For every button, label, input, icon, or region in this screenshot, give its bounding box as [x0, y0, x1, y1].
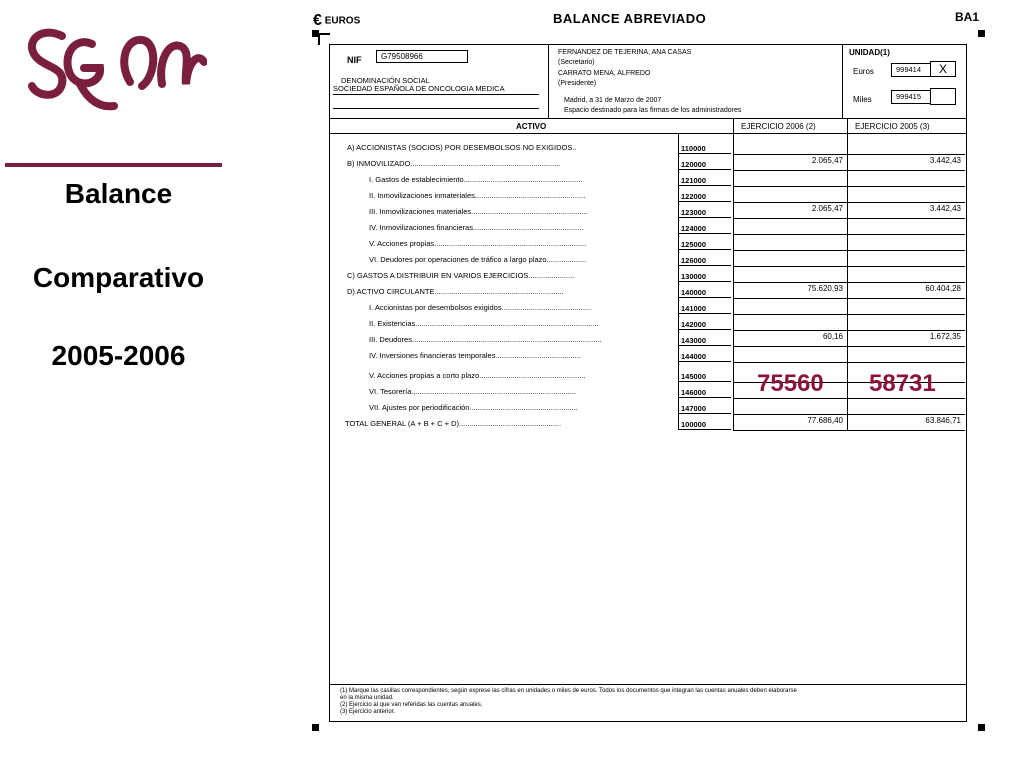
- signer-line: (Presidente): [558, 80, 597, 87]
- table-row: [329, 203, 965, 219]
- row-label: A) ACCIONISTAS (SOCIOS) POR DESEMBOLSOS NO EXIGIDOS..: [347, 143, 577, 152]
- row-label: VII. Ajustes por periodificación....................................................: [369, 403, 578, 412]
- table-row: [329, 251, 965, 267]
- row-code: 143000: [681, 336, 707, 345]
- row-label: V. Acciones propias a corto plazo...................................................: [369, 371, 586, 380]
- row-code: 140000: [681, 288, 707, 297]
- row-value-2005: 3.442,43: [929, 204, 961, 213]
- sidebar-divider: [5, 163, 222, 167]
- row-label: III. Inmovilizaciones materiales........................................................: [369, 207, 588, 216]
- unidad-euros-checkbox[interactable]: X: [930, 61, 956, 77]
- row-label: D) ACTIVO CIRCULANTE..............................................................: [347, 287, 564, 296]
- sidebar-title-comparativo: Comparativo: [32, 262, 205, 293]
- footnote-line: (1) Marque las casillas correspondientes, según exprese las cifras en unidades o miles de euros. Todos los documentos que integran las cuentas anuales deben elaborarse: [340, 688, 797, 694]
- row-label: VI. Tesorería...............................................................................: [369, 387, 576, 396]
- footnote-line: (3) Ejercicio anterior.: [340, 709, 396, 715]
- table-row: [329, 219, 965, 235]
- row-code: 124000: [681, 224, 707, 233]
- header-vline: [548, 44, 549, 118]
- col-ejercicio-2005: EJERCICIO 2005 (3): [855, 122, 930, 131]
- row-value-2006: 77.686,40: [807, 416, 843, 425]
- signer-line: (Secretario): [558, 59, 595, 66]
- row-code: 144000: [681, 352, 707, 361]
- sidebar-years: 2005-2006: [51, 340, 186, 371]
- denominacion-underline: [333, 94, 539, 95]
- row-value-2005: 1.672,35: [929, 332, 961, 341]
- row-value-2005: 3.442,43: [929, 156, 961, 165]
- row-label: II. Inmovilizaciones inmateriales.....................................................: [369, 191, 586, 200]
- row-code: 121000: [681, 176, 707, 185]
- table-row: [329, 283, 965, 299]
- row-code: 141000: [681, 304, 707, 313]
- row-label: III. Deudores...........................................................................................: [369, 335, 602, 344]
- header-divider: [329, 118, 966, 119]
- footnote-line: en la misma unidad.: [340, 695, 394, 701]
- tesoreria-2006-highlight: 75560: [757, 370, 824, 397]
- row-label: C) GASTOS A DISTRIBUIR EN VARIOS EJERCICIOS......................: [347, 271, 575, 280]
- row-value-2006: 60,16: [822, 332, 843, 341]
- row-label: IV. Inversiones financieras temporales.........................................: [369, 351, 581, 360]
- nif-label: NIF: [347, 55, 362, 65]
- table-row: [329, 267, 965, 283]
- row-label: II. Existencias........................................................................................: [369, 319, 599, 328]
- unidad-miles-label: Miles: [853, 95, 872, 104]
- signer-line: CARRATO MENA, ALFREDO: [558, 70, 651, 77]
- signer-line: Madrid, a 31 de Marzo de 2007: [564, 97, 662, 104]
- corner-mark: [312, 724, 319, 731]
- sgon-logo: [22, 22, 207, 122]
- unidad-euros-code: 999414: [891, 63, 931, 77]
- denominacion-value: SOCIEDAD ESPAÑOLA DE ONCOLOGIA MEDICA: [333, 84, 505, 93]
- row-value-2005: 63.846,71: [925, 416, 961, 425]
- row-code: 145000: [681, 372, 707, 381]
- row-code: 100000: [681, 420, 707, 429]
- table-row: [329, 399, 965, 415]
- signer-line: FERNANDEZ DE TEJERINA, ANA CASAS: [558, 49, 692, 56]
- row-label: B) INMOVILIZADO........................................................................: [347, 159, 561, 168]
- footnote-line: (2) Ejercicio al que van referidas las cuentas anuales.: [340, 702, 483, 708]
- col-ejercicio-2006: EJERCICIO 2006 (2): [741, 122, 816, 131]
- header-vline: [842, 44, 843, 118]
- row-label: I. Accionistas por desembolsos exigidos...........................................: [369, 303, 592, 312]
- row-code: 123000: [681, 208, 707, 217]
- table-row: [329, 187, 965, 203]
- denominacion-label: DENOMINACIÓN SOCIAL: [341, 76, 430, 85]
- row-value-2005: 60.404,28: [925, 284, 961, 293]
- table-row: [329, 415, 965, 431]
- row-value-2006: 2.065,47: [811, 156, 843, 165]
- row-divider: [733, 362, 965, 363]
- row-value-2006: 2.065,47: [811, 204, 843, 213]
- row-divider: [733, 430, 965, 431]
- signer-line: Espacio destinado para las firmas de los administradores: [564, 107, 742, 114]
- table-row: [329, 347, 965, 363]
- euro-icon: €: [313, 12, 322, 29]
- footnote-divider: [329, 684, 966, 685]
- sidebar-title-balance: Balance: [64, 178, 173, 209]
- row-code: 120000: [681, 160, 707, 169]
- unidad-miles-checkbox[interactable]: [930, 88, 956, 105]
- tesoreria-2005-highlight: 58731: [869, 370, 936, 397]
- unidad-euros-label: Euros: [853, 67, 874, 76]
- table-row: [329, 139, 965, 155]
- corner-mark: [978, 724, 985, 731]
- table-row: [329, 331, 965, 347]
- footnotes: [340, 688, 797, 716]
- document-code: BA1: [955, 10, 980, 24]
- table-row: [329, 299, 965, 315]
- row-code: 122000: [681, 192, 707, 201]
- corner-mark: [978, 30, 985, 37]
- crop-mark: [318, 33, 330, 35]
- unidad-label: UNIDAD(1): [849, 48, 890, 57]
- row-label: TOTAL GENERAL (A + B + C + D).................................................: [345, 419, 562, 428]
- row-code: 146000: [681, 388, 707, 397]
- table-row: [329, 235, 965, 251]
- table-row: [329, 171, 965, 187]
- row-code: 142000: [681, 320, 707, 329]
- row-code: 126000: [681, 256, 707, 265]
- nif-field: G79508966: [376, 50, 468, 63]
- table-row: [329, 155, 965, 171]
- row-code: 130000: [681, 272, 707, 281]
- row-label: I. Gastos de establecimiento.........................................................: [369, 175, 583, 184]
- currency-label: € EUROS: [313, 12, 361, 29]
- row-code: 110000: [681, 144, 706, 153]
- row-label: VI. Deudores por operaciones de tráfico a largo plazo...................: [369, 255, 587, 264]
- row-value-2006: 75.620,93: [807, 284, 843, 293]
- table-row: [329, 315, 965, 331]
- document-title: BALANCE ABREVIADO: [553, 11, 707, 26]
- colhead-divider: [329, 133, 966, 134]
- col-activo: ACTIVO: [516, 122, 547, 131]
- row-label: V. Acciones propias.........................................................................: [369, 239, 587, 248]
- row-code: 147000: [681, 404, 707, 413]
- denominacion-underline: [333, 108, 539, 109]
- row-label: IV. Inmovilizaciones financieras.....................................................: [369, 223, 584, 232]
- row-code: 125000: [681, 240, 707, 249]
- unidad-miles-code: 999415: [891, 90, 931, 104]
